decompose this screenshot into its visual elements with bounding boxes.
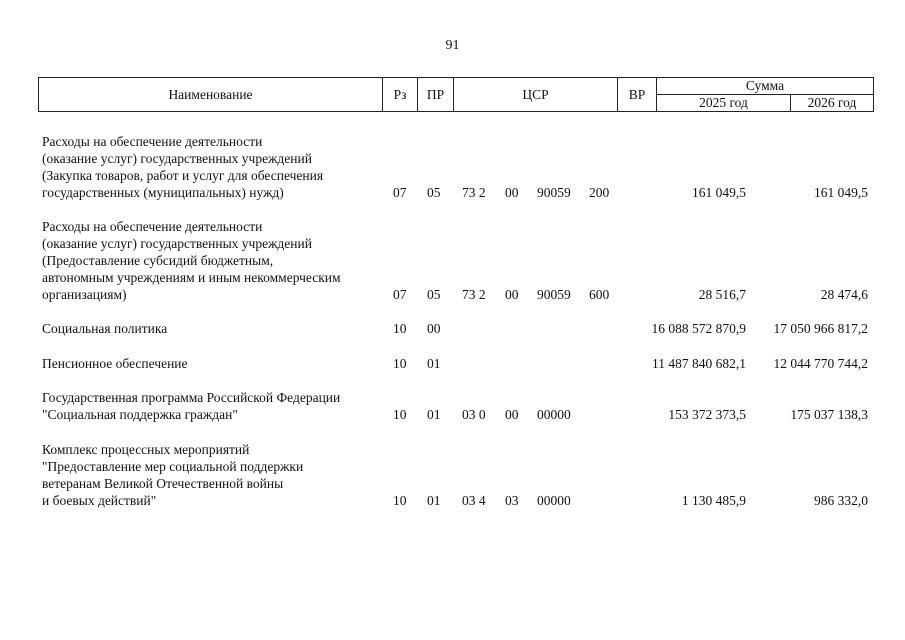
table-row — [0, 133, 905, 201]
row-csr-code: 00000 — [537, 493, 571, 508]
row-rz: 07 — [393, 185, 407, 200]
row-pr: 01 — [427, 356, 441, 371]
row-sum-2026: 986 332,0 — [814, 493, 868, 508]
table-row — [0, 389, 905, 423]
row-sum-2025: 161 049,5 — [692, 185, 746, 200]
row-rz: 10 — [393, 493, 407, 508]
row-csr-program: 73 2 — [462, 287, 486, 302]
table-row — [0, 320, 905, 337]
row-pr: 01 — [427, 493, 441, 508]
row-rz: 10 — [393, 321, 407, 336]
row-name: Государственная программа Российской Федерации "Социальная поддержка граждан" — [42, 390, 341, 422]
row-sum-2026: 175 037 138,3 — [790, 407, 868, 422]
header-sum: Сумма — [657, 78, 873, 95]
row-csr-code: 90059 — [537, 185, 571, 200]
header-year-2025: 2025 год — [657, 95, 791, 111]
header-sum-group — [657, 78, 873, 111]
row-pr: 00 — [427, 321, 441, 336]
row-sum-2025: 11 487 840 682,1 — [652, 356, 746, 371]
row-csr-sub: 00 — [505, 185, 519, 200]
table-row — [0, 355, 905, 372]
row-sum-2026: 17 050 966 817,2 — [773, 321, 868, 336]
row-name: Расходы на обеспечение деятельности (оказание услуг) государственных учреждений (Закупка товаров, работ и услуг для обеспечения государственных (муниципальных) нужд) — [42, 134, 324, 200]
row-csr-program: 03 0 — [462, 407, 486, 422]
row-pr: 05 — [427, 287, 441, 302]
row-sum-2026: 161 049,5 — [814, 185, 868, 200]
row-csr-sub: 00 — [505, 287, 519, 302]
row-csr-code: 90059 — [537, 287, 571, 302]
row-rz: 10 — [393, 407, 407, 422]
header-name: Наименование — [39, 78, 383, 111]
header-csr: ЦСР — [454, 78, 618, 111]
row-sum-2026: 12 044 770 744,2 — [773, 356, 868, 371]
row-sum-2025: 16 088 572 870,9 — [651, 321, 746, 336]
row-rz: 10 — [393, 356, 407, 371]
row-vr: 200 — [589, 185, 610, 200]
row-pr: 05 — [427, 185, 441, 200]
header-vr: ВР — [618, 78, 657, 111]
row-name: Комплекс процессных мероприятий "Предоставление мер социальной поддержки ветеранам Великой Отечественной войны и боевых действий" — [42, 442, 304, 508]
row-csr-sub: 03 — [505, 493, 519, 508]
table-header — [38, 77, 874, 112]
row-csr-sub: 00 — [505, 407, 519, 422]
row-name: Пенсионное обеспечение — [42, 356, 188, 371]
header-pr: ПР — [418, 78, 454, 111]
table-row — [0, 218, 905, 303]
row-sum-2025: 153 372 373,5 — [668, 407, 746, 422]
header-year-2026: 2026 год — [807, 95, 857, 110]
row-csr-program: 03 4 — [462, 493, 486, 508]
table-row — [0, 441, 905, 509]
header-rz: Рз — [383, 78, 418, 111]
row-vr: 600 — [589, 287, 610, 302]
row-name: Социальная политика — [42, 321, 168, 336]
row-pr: 01 — [427, 407, 441, 422]
row-sum-2025: 28 516,7 — [698, 287, 746, 302]
row-rz: 07 — [393, 287, 407, 302]
row-csr-code: 00000 — [537, 407, 571, 422]
page-number: 91 — [445, 38, 460, 53]
row-name: Расходы на обеспечение деятельности (оказание услуг) государственных учреждений (Предоставление субсидий бюджетным, автономным учреждениям и иным некоммерческим организациям) — [42, 219, 341, 302]
row-csr-program: 73 2 — [462, 185, 486, 200]
row-sum-2025: 1 130 485,9 — [681, 493, 746, 508]
row-sum-2026: 28 474,6 — [820, 287, 868, 302]
